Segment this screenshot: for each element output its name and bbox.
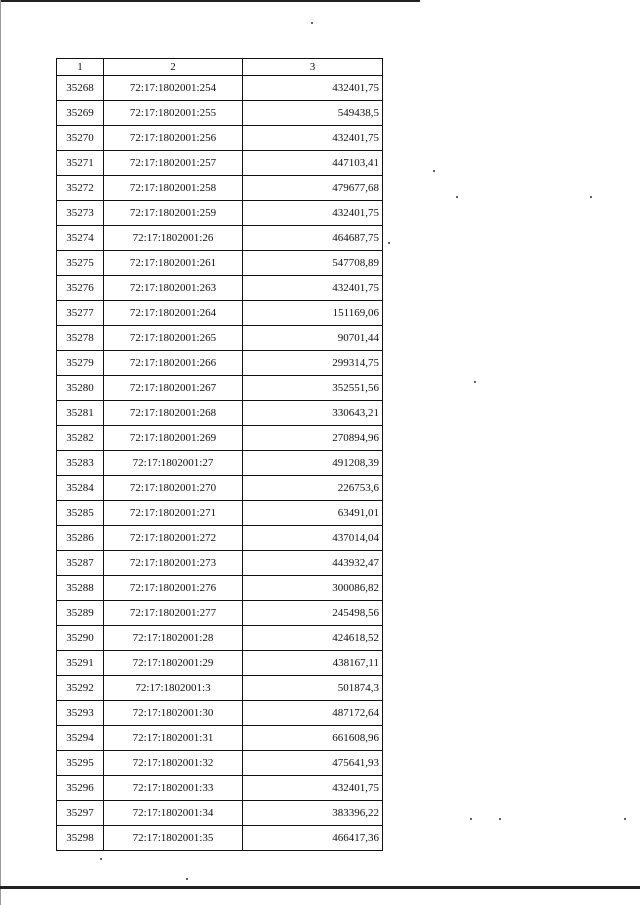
table-row: [57, 301, 383, 326]
row-number: 35270: [57, 126, 104, 151]
cadastral-value: 547708,89: [243, 251, 383, 276]
row-number: 35275: [57, 251, 104, 276]
row-number: 35284: [57, 476, 104, 501]
cadastral-value: 466417,36: [243, 826, 383, 851]
table-row: [57, 276, 383, 301]
row-number: 35281: [57, 401, 104, 426]
table-row: [57, 751, 383, 776]
cadastral-number: 72:17:1802001:34: [104, 801, 243, 826]
table-header: [57, 59, 383, 76]
table-row: [57, 176, 383, 201]
row-number: 35295: [57, 751, 104, 776]
cadastral-value: 443932,47: [243, 551, 383, 576]
cadastral-value: 487172,64: [243, 701, 383, 726]
table-row: [57, 826, 383, 851]
cadastral-number: 72:17:1802001:268: [104, 401, 243, 426]
table-row: [57, 451, 383, 476]
row-number: 35287: [57, 551, 104, 576]
cadastral-number: 72:17:1802001:267: [104, 376, 243, 401]
cadastral-number: 72:17:1802001:3: [104, 676, 243, 701]
table-row: [57, 726, 383, 751]
cadastral-number: 72:17:1802001:261: [104, 251, 243, 276]
cadastral-number: 72:17:1802001:266: [104, 351, 243, 376]
cadastral-value-table: [56, 58, 383, 851]
table-row: [57, 701, 383, 726]
cadastral-value: 479677,68: [243, 176, 383, 201]
table-row: [57, 126, 383, 151]
cadastral-value: 330643,21: [243, 401, 383, 426]
cadastral-number: 72:17:1802001:273: [104, 551, 243, 576]
scan-speck: [186, 878, 188, 880]
table-row: [57, 501, 383, 526]
row-number: 35269: [57, 101, 104, 126]
table-row: [57, 201, 383, 226]
table-row: [57, 776, 383, 801]
cadastral-value: 424618,52: [243, 626, 383, 651]
cadastral-number: 72:17:1802001:258: [104, 176, 243, 201]
row-number: 35290: [57, 626, 104, 651]
table-row: [57, 526, 383, 551]
row-number: 35294: [57, 726, 104, 751]
row-number: 35271: [57, 151, 104, 176]
header-col-1: 1: [57, 59, 104, 76]
cadastral-number: 72:17:1802001:31: [104, 726, 243, 751]
cadastral-number: 72:17:1802001:33: [104, 776, 243, 801]
cadastral-number: 72:17:1802001:255: [104, 101, 243, 126]
cadastral-value: 270894,96: [243, 426, 383, 451]
cadastral-value: 432401,75: [243, 126, 383, 151]
row-number: 35273: [57, 201, 104, 226]
scan-speck: [624, 818, 626, 820]
scan-speck: [470, 818, 472, 820]
table-row: [57, 476, 383, 501]
cadastral-value: 501874,3: [243, 676, 383, 701]
row-number: 35268: [57, 76, 104, 101]
cadastral-value: 661608,96: [243, 726, 383, 751]
table-row: [57, 76, 383, 101]
table-row: [57, 626, 383, 651]
cadastral-number: 72:17:1802001:26: [104, 226, 243, 251]
table-row: [57, 601, 383, 626]
cadastral-value: 151169,06: [243, 301, 383, 326]
table-row: [57, 551, 383, 576]
cadastral-value: 300086,82: [243, 576, 383, 601]
table-body: [57, 76, 383, 851]
cadastral-number: 72:17:1802001:256: [104, 126, 243, 151]
table-row: [57, 801, 383, 826]
cadastral-number: 72:17:1802001:257: [104, 151, 243, 176]
table-row: [57, 251, 383, 276]
table-row: [57, 226, 383, 251]
table-row: [57, 651, 383, 676]
cadastral-number: 72:17:1802001:270: [104, 476, 243, 501]
row-number: 35289: [57, 601, 104, 626]
row-number: 35286: [57, 526, 104, 551]
cadastral-value: 432401,75: [243, 776, 383, 801]
cadastral-number: 72:17:1802001:263: [104, 276, 243, 301]
cadastral-number: 72:17:1802001:32: [104, 751, 243, 776]
row-number: 35297: [57, 801, 104, 826]
scan-speck: [100, 858, 102, 860]
cadastral-number: 72:17:1802001:254: [104, 76, 243, 101]
cadastral-value: 63491,01: [243, 501, 383, 526]
row-number: 35272: [57, 176, 104, 201]
cadastral-number: 72:17:1802001:269: [104, 426, 243, 451]
header-col-3: 3: [243, 59, 383, 76]
row-number: 35276: [57, 276, 104, 301]
scan-speck: [311, 22, 313, 24]
cadastral-value: 437014,04: [243, 526, 383, 551]
cadastral-value: 352551,56: [243, 376, 383, 401]
cadastral-value: 432401,75: [243, 76, 383, 101]
row-number: 35282: [57, 426, 104, 451]
row-number: 35288: [57, 576, 104, 601]
cadastral-value: 383396,22: [243, 801, 383, 826]
row-number: 35280: [57, 376, 104, 401]
cadastral-value: 475641,93: [243, 751, 383, 776]
cadastral-number: 72:17:1802001:28: [104, 626, 243, 651]
cadastral-value: 226753,6: [243, 476, 383, 501]
cadastral-number: 72:17:1802001:29: [104, 651, 243, 676]
row-number: 35292: [57, 676, 104, 701]
cadastral-value: 432401,75: [243, 276, 383, 301]
cadastral-number: 72:17:1802001:30: [104, 701, 243, 726]
cadastral-value: 491208,39: [243, 451, 383, 476]
cadastral-number: 72:17:1802001:264: [104, 301, 243, 326]
cadastral-value: 245498,56: [243, 601, 383, 626]
table-row: [57, 426, 383, 451]
cadastral-value: 549438,5: [243, 101, 383, 126]
scan-speck: [388, 242, 390, 244]
cadastral-value: 464687,75: [243, 226, 383, 251]
cadastral-number: 72:17:1802001:271: [104, 501, 243, 526]
cadastral-number: 72:17:1802001:259: [104, 201, 243, 226]
table-row: [57, 326, 383, 351]
cadastral-value: 432401,75: [243, 201, 383, 226]
row-number: 35277: [57, 301, 104, 326]
scan-top-edge: [0, 0, 420, 2]
cadastral-value: 447103,41: [243, 151, 383, 176]
cadastral-number: 72:17:1802001:272: [104, 526, 243, 551]
cadastral-value: 438167,11: [243, 651, 383, 676]
cadastral-number: 72:17:1802001:276: [104, 576, 243, 601]
scan-speck: [590, 196, 592, 198]
scan-speck: [456, 196, 458, 198]
header-row: [57, 59, 383, 76]
row-number: 35285: [57, 501, 104, 526]
scan-bottom-edge: [0, 886, 640, 889]
row-number: 35278: [57, 326, 104, 351]
cadastral-number: 72:17:1802001:35: [104, 826, 243, 851]
cadastral-value: 299314,75: [243, 351, 383, 376]
scan-left-edge: [0, 0, 1, 905]
cadastral-value: 90701,44: [243, 326, 383, 351]
table-row: [57, 676, 383, 701]
header-col-2: 2: [104, 59, 243, 76]
row-number: 35291: [57, 651, 104, 676]
row-number: 35274: [57, 226, 104, 251]
table-row: [57, 576, 383, 601]
cadastral-number: 72:17:1802001:265: [104, 326, 243, 351]
row-number: 35296: [57, 776, 104, 801]
row-number: 35298: [57, 826, 104, 851]
row-number: 35293: [57, 701, 104, 726]
table-row: [57, 101, 383, 126]
row-number: 35283: [57, 451, 104, 476]
scan-speck: [474, 381, 476, 383]
scan-speck: [433, 170, 435, 172]
table-row: [57, 151, 383, 176]
table-row: [57, 351, 383, 376]
scan-speck: [499, 818, 501, 820]
table-row: [57, 401, 383, 426]
cadastral-number: 72:17:1802001:27: [104, 451, 243, 476]
table-row: [57, 376, 383, 401]
cadastral-number: 72:17:1802001:277: [104, 601, 243, 626]
row-number: 35279: [57, 351, 104, 376]
